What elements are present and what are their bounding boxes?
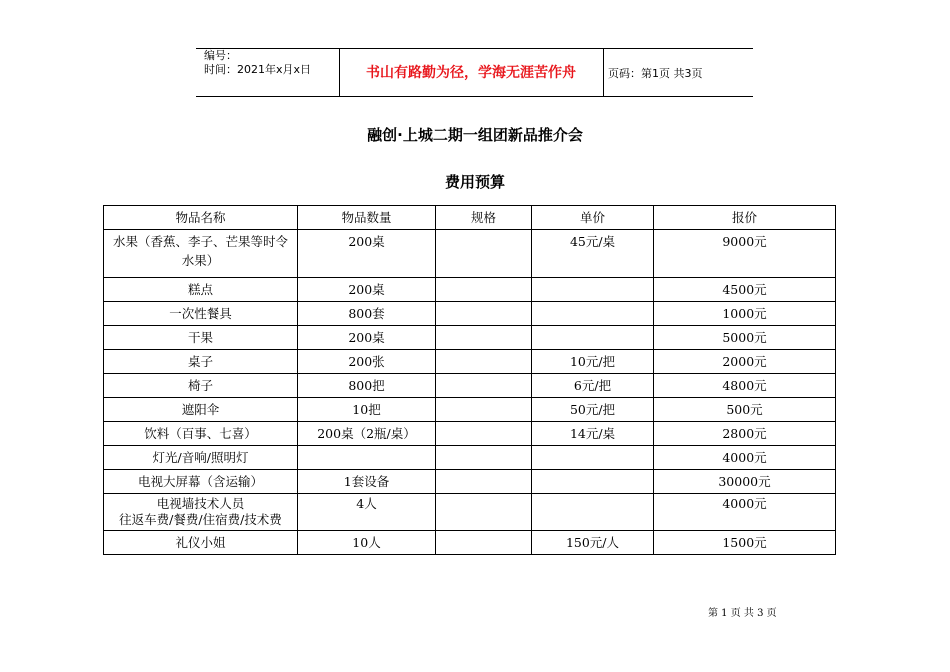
header-cell-quantity: 物品数量 — [298, 206, 436, 230]
cell-quote: 4500元 — [654, 278, 836, 302]
footer-page-number: 第 1 页 共 3 页 — [708, 608, 777, 619]
cell-unit-price: 6元/把 — [532, 374, 654, 398]
cell-item-name: 一次性餐具 — [104, 302, 298, 326]
cell-quantity: 10人 — [298, 531, 436, 555]
header-cell-item-name: 物品名称 — [104, 206, 298, 230]
cell-spec — [436, 230, 532, 278]
cell-quote: 30000元 — [654, 470, 836, 494]
cell-unit-price — [532, 302, 654, 326]
cell-item-name: 饮料（百事、七喜） — [104, 422, 298, 446]
cell-quote: 5000元 — [654, 326, 836, 350]
cell-quantity: 200桌 — [298, 326, 436, 350]
header-number-label: 编号： — [204, 49, 237, 62]
cell-unit-price: 45元/桌 — [532, 230, 654, 278]
cell-unit-price: 150元/人 — [532, 531, 654, 555]
cell-item-name: 椅子 — [104, 374, 298, 398]
cell-spec — [436, 494, 532, 531]
cell-quantity — [298, 446, 436, 470]
cell-unit-price — [532, 446, 654, 470]
cell-quantity: 4人 — [298, 494, 436, 531]
table-row — [104, 446, 836, 470]
cell-item-name: 桌子 — [104, 350, 298, 374]
cell-unit-price — [532, 278, 654, 302]
header-meta — [204, 49, 311, 77]
cell-quote: 4800元 — [654, 374, 836, 398]
cell-spec — [436, 350, 532, 374]
cell-quantity: 800把 — [298, 374, 436, 398]
budget-table-header — [104, 206, 836, 230]
table-row — [104, 398, 836, 422]
cell-quote: 500元 — [654, 398, 836, 422]
budget-table — [103, 205, 836, 555]
cell-item-name: 礼仪小姐 — [104, 531, 298, 555]
table-row — [104, 350, 836, 374]
cell-quantity: 200桌 — [298, 230, 436, 278]
header-divider-right — [603, 48, 604, 96]
header-page-code: 页码：第1页 共3页 — [608, 67, 703, 80]
cell-unit-price — [532, 470, 654, 494]
cell-quote: 4000元 — [654, 494, 836, 531]
cell-quantity: 1套设备 — [298, 470, 436, 494]
cell-item-name: 遮阳伞 — [104, 398, 298, 422]
document-subtitle: 费用预算 — [444, 173, 505, 191]
cell-quantity: 200桌 — [298, 278, 436, 302]
cell-spec — [436, 278, 532, 302]
cell-quantity: 200张 — [298, 350, 436, 374]
cell-item-name: 干果 — [104, 326, 298, 350]
table-row — [104, 326, 836, 350]
header-cell-spec: 规格 — [436, 206, 532, 230]
cell-quote: 4000元 — [654, 446, 836, 470]
table-row — [104, 278, 836, 302]
table-row — [104, 494, 836, 531]
table-row — [104, 531, 836, 555]
cell-quantity: 10把 — [298, 398, 436, 422]
header-motto: 书山有路勤为径，学海无涯苦作舟 — [366, 65, 576, 81]
header-bottom-rule — [196, 96, 753, 97]
cell-quantity: 200桌（2瓶/桌） — [298, 422, 436, 446]
cell-item-name: 糕点 — [104, 278, 298, 302]
cell-quantity: 800套 — [298, 302, 436, 326]
cell-spec — [436, 374, 532, 398]
table-row — [104, 302, 836, 326]
cell-spec — [436, 531, 532, 555]
cell-spec — [436, 470, 532, 494]
cell-item-name: 灯光/音响/照明灯 — [104, 446, 298, 470]
table-header-row — [104, 206, 836, 230]
cell-quote: 2800元 — [654, 422, 836, 446]
cell-quote: 2000元 — [654, 350, 836, 374]
table-row — [104, 374, 836, 398]
cell-unit-price: 50元/把 — [532, 398, 654, 422]
table-row — [104, 470, 836, 494]
table-row — [104, 230, 836, 278]
cell-unit-price — [532, 494, 654, 531]
cell-spec — [436, 446, 532, 470]
cell-quote: 1500元 — [654, 531, 836, 555]
header-time-label: 时间：2021年x月x日 — [204, 63, 312, 76]
budget-table-body — [104, 230, 836, 555]
cell-item-name: 电视大屏幕（含运输） — [104, 470, 298, 494]
header-cell-quote: 报价 — [654, 206, 836, 230]
cell-spec — [436, 302, 532, 326]
cell-quote: 1000元 — [654, 302, 836, 326]
cell-spec — [436, 398, 532, 422]
cell-item-name: 水果（香蕉、李子、芒果等时令水果） — [104, 230, 298, 278]
cell-unit-price: 10元/把 — [532, 350, 654, 374]
cell-unit-price: 14元/桌 — [532, 422, 654, 446]
table-row — [104, 422, 836, 446]
document-title: 融创·上城二期一组团新品推介会 — [367, 126, 583, 144]
cell-quote: 9000元 — [654, 230, 836, 278]
cell-spec — [436, 422, 532, 446]
cell-item-name: 电视墙技术人员 往返车费/餐费/住宿费/技术费 — [104, 494, 298, 531]
cell-unit-price — [532, 326, 654, 350]
header-cell-unit-price: 单价 — [532, 206, 654, 230]
cell-spec — [436, 326, 532, 350]
